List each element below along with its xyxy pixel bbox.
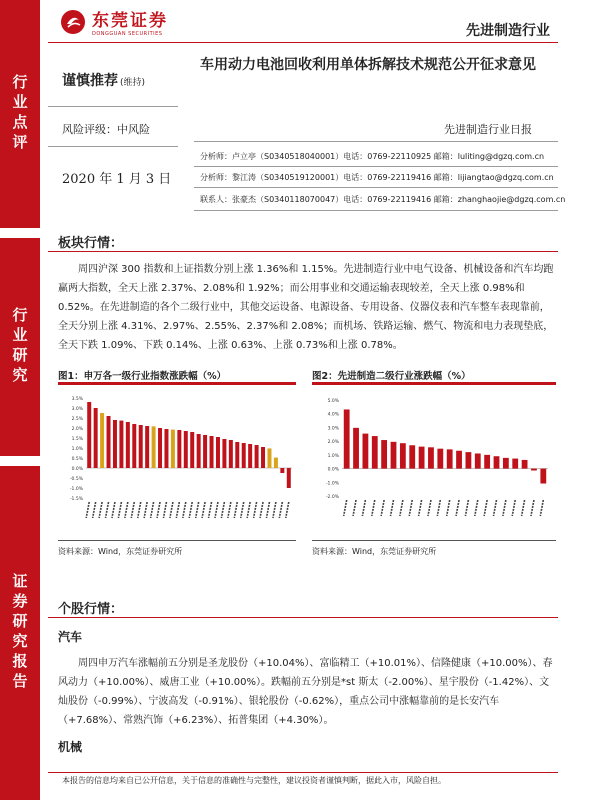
chart1-category-label [125, 502, 128, 518]
chart1-category-label [176, 502, 179, 518]
chart1-y-tick-label: 1.0% [71, 447, 83, 452]
chart2-category-label [409, 500, 412, 516]
chart1-bar [158, 428, 162, 468]
chart2-category-label [437, 500, 440, 516]
chart2-y-tick-label: 0.0% [327, 467, 339, 473]
chart1-bar [132, 424, 136, 468]
chart2-bar [540, 469, 546, 484]
chart1-category-label [247, 502, 250, 518]
header-divider [48, 42, 558, 43]
company-logo [60, 6, 168, 37]
chart1-category-label [151, 502, 154, 518]
chart2-category-label [522, 500, 525, 516]
chart2-bar [344, 409, 350, 468]
chart1-category-label [183, 502, 186, 518]
report-subindustry: 先进制造行业日报 [444, 123, 532, 136]
chart1-category-label [99, 502, 102, 518]
chart2-category-label [447, 500, 450, 516]
chart1-bar [267, 448, 271, 468]
logo-chinese-name: 东莞证券 [92, 11, 168, 31]
chart1-bar [184, 431, 188, 468]
chart2-bar [437, 449, 443, 469]
sidebar-tag-report-label: 证券研究报告 [10, 573, 29, 693]
subsection-title-machinery: 机械 [58, 740, 83, 754]
figure2-chart [312, 388, 556, 538]
chart1-category-label [118, 502, 121, 518]
chart1-bar [280, 468, 284, 473]
chart2-bar [419, 447, 425, 469]
chart2-category-label [372, 500, 375, 516]
chart2-y-tick-label: 2.0% [327, 440, 339, 446]
chart1-y-tick-label: 0.5% [71, 457, 83, 462]
analyst-line: 分析师：卢立亭（S0340518040001）电话：0769-22110925 邮箱：luliting@dgzq.com.cn [200, 152, 545, 161]
chart2-bar [353, 428, 359, 469]
figure1-title: 图1：申万各一级行业指数涨跌幅（%） [58, 371, 227, 382]
subsection-title-auto: 汽车 [58, 630, 83, 644]
chart1-category-label [157, 502, 160, 518]
chart1-category-label [209, 502, 212, 518]
chart2-bar [531, 469, 537, 471]
chart2-category-label [428, 500, 431, 516]
section-title-stocks: 个股行情： [58, 602, 124, 617]
chart1-category-label [202, 502, 205, 518]
chart1-y-tick-label: 1.5% [71, 437, 83, 442]
chart1-bar [235, 442, 239, 468]
chart2-bar [512, 459, 518, 469]
chart1-category-label [234, 502, 237, 518]
sidebar [0, 0, 40, 800]
report-title: 车用动力电池回收利用单体拆解技术规范公开征求意见 [200, 57, 536, 73]
chart1-y-tick-label: 3.5% [71, 397, 83, 402]
rating [62, 70, 145, 90]
chart1-bar [171, 430, 175, 468]
chart1-category-label [138, 502, 141, 518]
chart2-bar [428, 447, 434, 468]
left-divider [48, 146, 178, 147]
chart1-category-label [266, 502, 269, 518]
chart1-category-label [106, 502, 109, 518]
chart2-y-tick-label: -1.0% [325, 481, 339, 487]
chart1-category-label [273, 502, 276, 518]
chart1-bar [203, 435, 207, 468]
figure2-bottom-rule [312, 540, 556, 541]
analyst-divider [194, 166, 558, 167]
chart1-category-label [196, 502, 199, 518]
chart2-y-tick-label: -2.0% [325, 495, 339, 500]
chart2-category-label [475, 500, 478, 516]
chart2-bar [494, 456, 500, 468]
sidebar-tag-research-label: 行业研究 [10, 307, 29, 387]
chart2-category-label [531, 500, 534, 516]
chart2-bar [400, 443, 406, 468]
section-divider [48, 251, 558, 252]
chart1-category-label [254, 502, 257, 518]
chart1-bar [210, 436, 214, 468]
chart2-category-label [344, 500, 347, 516]
chart2-y-tick-label: 4.0% [327, 412, 339, 418]
chart1-bar [274, 458, 278, 468]
chart2-category-label [381, 500, 384, 516]
chart2-y-tick-label: 1.0% [327, 453, 339, 459]
chart1-bar [229, 440, 233, 468]
chart1-category-label [221, 502, 224, 518]
chart2-category-label [465, 500, 468, 516]
sidebar-tag-review [0, 0, 40, 228]
rating-value: 谨慎推荐 [62, 73, 118, 89]
chart2-bar [372, 436, 378, 469]
chart2-bar [475, 453, 481, 468]
chart1-category-label [286, 502, 289, 518]
figure2-rule [312, 382, 556, 385]
chart1-category-label [189, 502, 192, 518]
analyst-line: 分析师：黎江涛（S0340519120001）电话：0769-22119416 邮箱：lijiangtao@dgzq.com.cn [200, 173, 554, 182]
chart1-bar [261, 447, 265, 468]
figure2-source: 资料来源：Wind，东莞证券研究所 [312, 547, 437, 556]
left-divider [48, 106, 178, 107]
chart1-bar [222, 439, 226, 468]
chart1-bar [216, 437, 220, 468]
rating-note: (维持) [120, 78, 146, 88]
sidebar-tag-research [0, 238, 40, 456]
figure1-rule [58, 382, 296, 385]
section-title-board: 板块行情： [58, 236, 124, 251]
chart2-bar [522, 460, 528, 469]
chart1-category-label [86, 502, 89, 518]
chart1-y-tick-label: -1.0% [69, 487, 83, 492]
chart2-bar [447, 449, 453, 468]
chart1-category-label [93, 502, 96, 518]
logo-mark-icon [60, 9, 86, 35]
chart1-bar [100, 413, 104, 468]
sidebar-tag-review-label: 行业点评 [10, 74, 29, 154]
risk-rating: 风险评级：中风险 [62, 123, 150, 136]
auto-paragraph: 周四申万汽车涨幅前五分别是圣龙股份（+10.04%）、富临精工（+10.01%）、信隆健康（+10.00%）、春风动力（+10.00%）、威唐工业（+10.00%）。跌幅前五分别是*st 斯太（-2.00%）、星宇股份（-1.42%）、文灿股份（-0.99%）、宁波高发（-0.91%）、银轮股份（-0.62%），重点公司中涨幅靠前的是长安汽车（+7.68%）、常熟汽饰（+6.23%）、拓普集团（+4.30%）。 [58, 658, 553, 726]
figure1-source: 资料来源：Wind，东莞证券研究所 [58, 547, 183, 556]
chart1-category-label [112, 502, 115, 518]
chart1-category-label [260, 502, 263, 518]
chart2-category-label [391, 500, 394, 516]
title-divider [194, 141, 558, 142]
chart1-bar [177, 430, 181, 468]
chart1-bar [255, 445, 259, 468]
chart2-category-label [484, 500, 487, 516]
contact-line: 联系人：张豪杰（S0340118070047）电话：0769-22119416 邮箱：zhanghaojie@dgzq.com.cn [200, 195, 566, 204]
footer-divider [48, 772, 558, 773]
chart1-bar [248, 444, 252, 468]
figure2-title: 图2：先进制造二级行业涨跌幅（%） [312, 371, 471, 382]
chart1-category-label [144, 502, 147, 518]
chart2-category-label [419, 500, 422, 516]
chart2-bar [456, 451, 462, 469]
chart1-category-label [228, 502, 231, 518]
chart2-y-tick-label: 5.0% [327, 399, 339, 404]
chart1-bar [164, 429, 168, 468]
chart1-y-tick-label: 0.0% [71, 467, 83, 472]
chart1-category-label [163, 502, 166, 518]
chart1-bar [94, 408, 98, 468]
chart2-category-label [512, 500, 515, 516]
chart1-category-label [215, 502, 218, 518]
chart1-category-label [131, 502, 134, 518]
analyst-divider [194, 210, 558, 211]
chart2-bar [503, 458, 509, 469]
chart1-y-tick-label: 3.0% [71, 407, 83, 412]
chart1-y-tick-label: -1.5% [69, 497, 83, 502]
chart1-bar [197, 434, 201, 468]
figure1-chart [58, 388, 296, 538]
chart1-y-tick-label: -0.5% [69, 477, 83, 482]
chart2-bar [363, 434, 369, 469]
chart2-bar [409, 445, 415, 468]
chart2-bar [484, 455, 490, 469]
chart2-bar [391, 442, 397, 469]
chart2-category-label [494, 500, 497, 516]
chart1-bar [152, 426, 156, 468]
chart1-category-label [241, 502, 244, 518]
section-divider [48, 617, 558, 618]
chart1-bar [242, 443, 246, 468]
chart1-bar [145, 426, 149, 468]
figure1-bottom-rule [58, 540, 296, 541]
disclaimer: 本报告的信息均来自已公开信息，关于信息的准确性与完整性，建议投资者谨慎判断，据此入市，风险自担。 [62, 776, 446, 785]
chart2-category-label [540, 500, 543, 516]
chart1-bar [190, 432, 194, 468]
chart1-bar [107, 416, 111, 468]
sidebar-tag-report [0, 466, 40, 800]
chart1-bar [119, 421, 123, 468]
chart1-bar [287, 468, 291, 488]
logo-english-name: DONGGUAN SECURITIES [92, 31, 163, 37]
chart2-category-label [362, 500, 365, 516]
header-industry: 先进制造行业 [466, 23, 550, 39]
report-date: 2020 年 1 月 3 日 [62, 172, 172, 187]
chart1-y-tick-label: 2.5% [71, 417, 83, 422]
chart1-bar [87, 402, 91, 468]
chart1-category-label [279, 502, 282, 518]
analyst-divider [194, 187, 558, 188]
chart2-category-label [353, 500, 356, 516]
chart2-category-label [503, 500, 506, 516]
board-paragraph: 周四沪深 300 指数和上证指数分别上涨 1.36%和 1.15%。先进制造行业中电气设备、机械设备和汽车均跑赢两大指数，全天上涨 2.37%、2.08%和 1.92%；而公用事业和交通运输表现较差，全天上涨 0.98%和 0.52%。在先进制造的各个二级行业中，其他交运设备、电源设备、专用设备、仪器仪表和汽车整车表现靠前，全天分别上涨 4.31%、2.97%、2.55%、2.37%和 2.08%；而机场、铁路运输、燃气、物流和电力表现垫底，全天下跌 1.09%、下跌 0.14%、上涨 0.63%、上涨 0.73%和上涨 0.78%。 [58, 264, 554, 351]
chart1-bar [139, 425, 143, 468]
chart1-bar [113, 420, 117, 468]
chart1-y-tick-label: 2.0% [71, 427, 83, 432]
chart2-bar [381, 440, 387, 469]
chart1-bar [126, 422, 130, 468]
chart2-y-tick-label: 3.0% [327, 426, 339, 432]
chart1-category-label [170, 502, 173, 518]
chart2-bar [466, 452, 472, 468]
chart2-category-label [400, 500, 403, 516]
chart2-category-label [456, 500, 459, 516]
